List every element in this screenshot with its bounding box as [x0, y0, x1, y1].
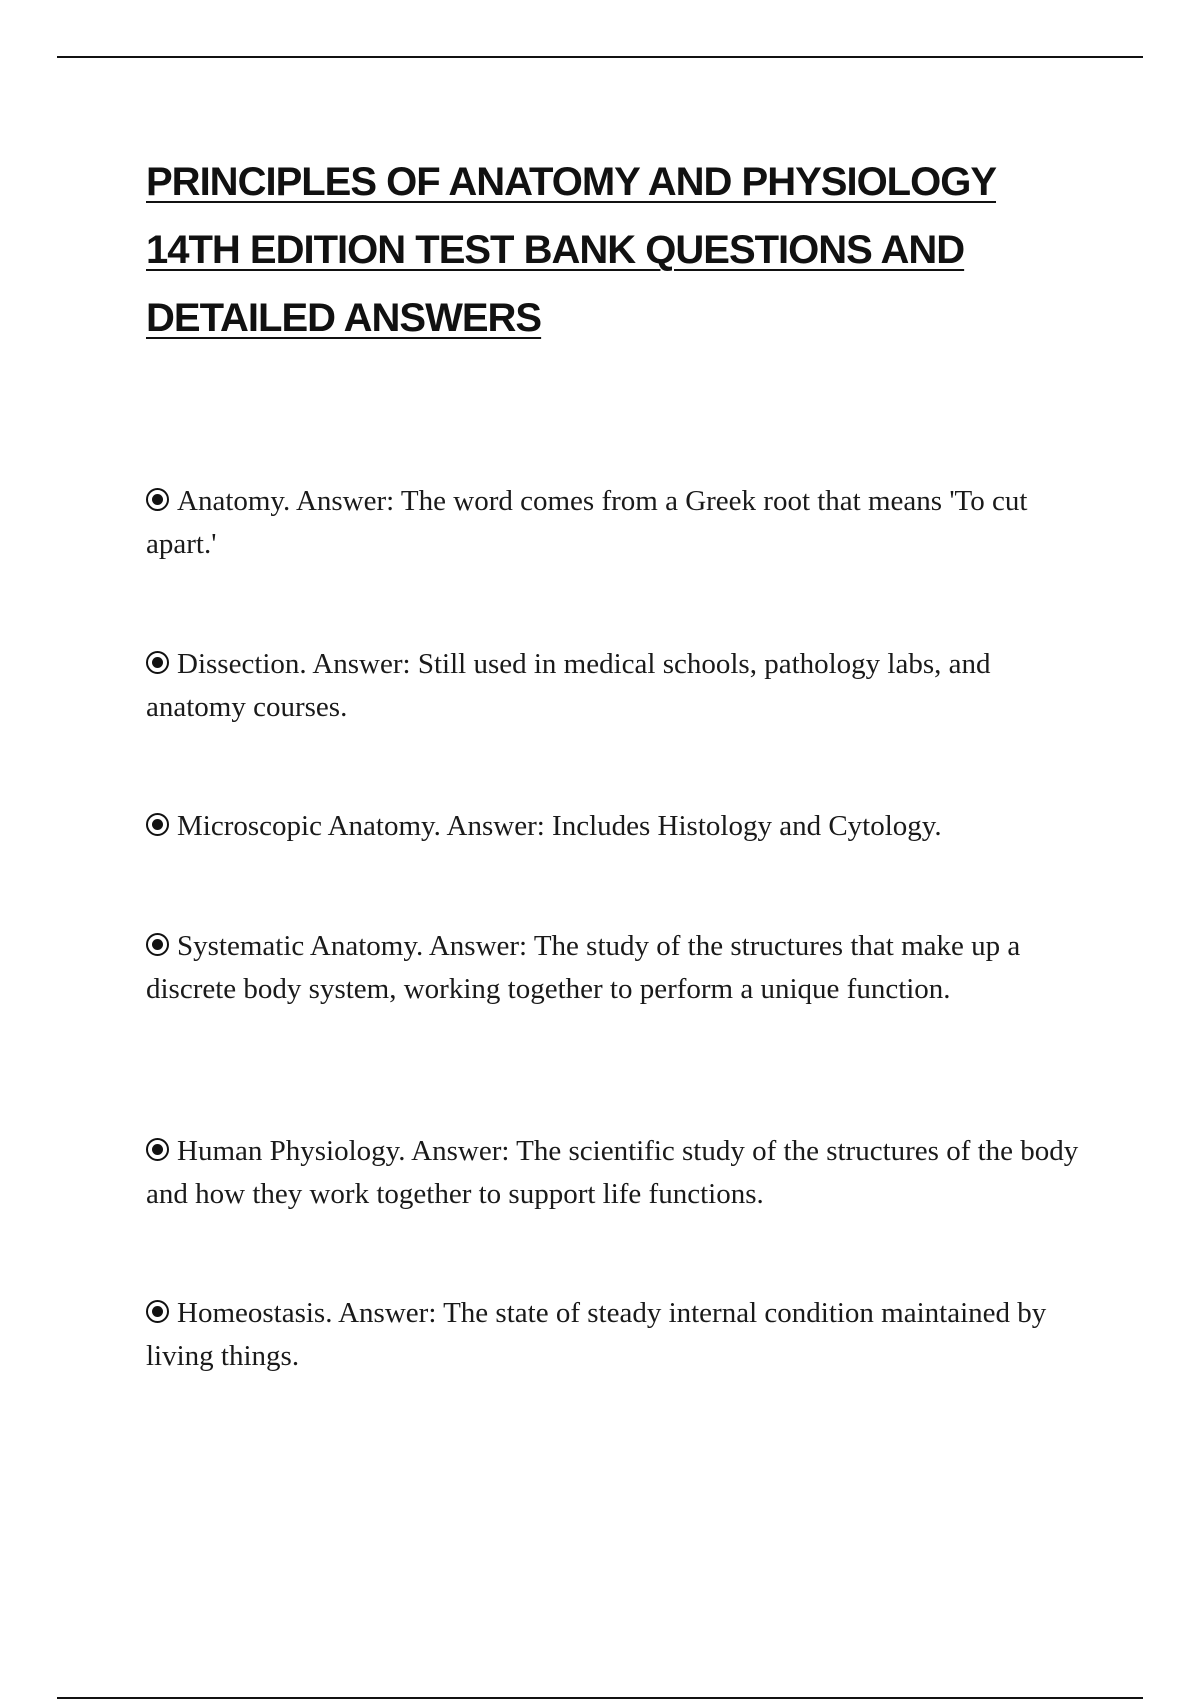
radio-bullet-icon — [146, 813, 169, 836]
qa-item-homeostasis — [146, 1292, 1096, 1378]
radio-bullet-icon — [146, 651, 169, 674]
qa-item-microscopic-anatomy — [146, 805, 1096, 848]
top-divider — [57, 56, 1143, 58]
radio-bullet-icon — [146, 1138, 169, 1161]
qa-item-human-physiology — [146, 1130, 1096, 1216]
qa-text: Human Physiology. Answer: The scientific study of the structures of the body and how they work together to support life functions. — [146, 1135, 1079, 1210]
radio-bullet-icon — [146, 933, 169, 956]
radio-bullet-icon — [146, 488, 169, 511]
qa-item-anatomy — [146, 480, 1096, 566]
document-title-text: PRINCIPLES OF ANATOMY AND PHYSIOLOGY 14TH EDITION TEST BANK QUESTIONS AND DETAILED ANSWERS — [146, 160, 997, 340]
qa-item-systematic-anatomy — [146, 925, 1096, 1011]
qa-text: Anatomy. Answer: The word comes from a Greek root that means 'To cut apart.' — [146, 485, 1028, 560]
qa-text: Microscopic Anatomy. Answer: Includes Histology and Cytology. — [177, 810, 942, 842]
document-title — [146, 148, 1096, 352]
qa-text: Systematic Anatomy. Answer: The study of the structures that make up a discrete body system, working together to perform a unique function. — [146, 930, 1021, 1005]
radio-bullet-icon — [146, 1300, 169, 1323]
qa-item-dissection — [146, 643, 1096, 729]
bottom-divider — [57, 1697, 1143, 1699]
qa-text: Dissection. Answer: Still used in medical schools, pathology labs, and anatomy courses. — [146, 648, 991, 723]
qa-text: Homeostasis. Answer: The state of steady internal condition maintained by living things. — [146, 1297, 1047, 1372]
